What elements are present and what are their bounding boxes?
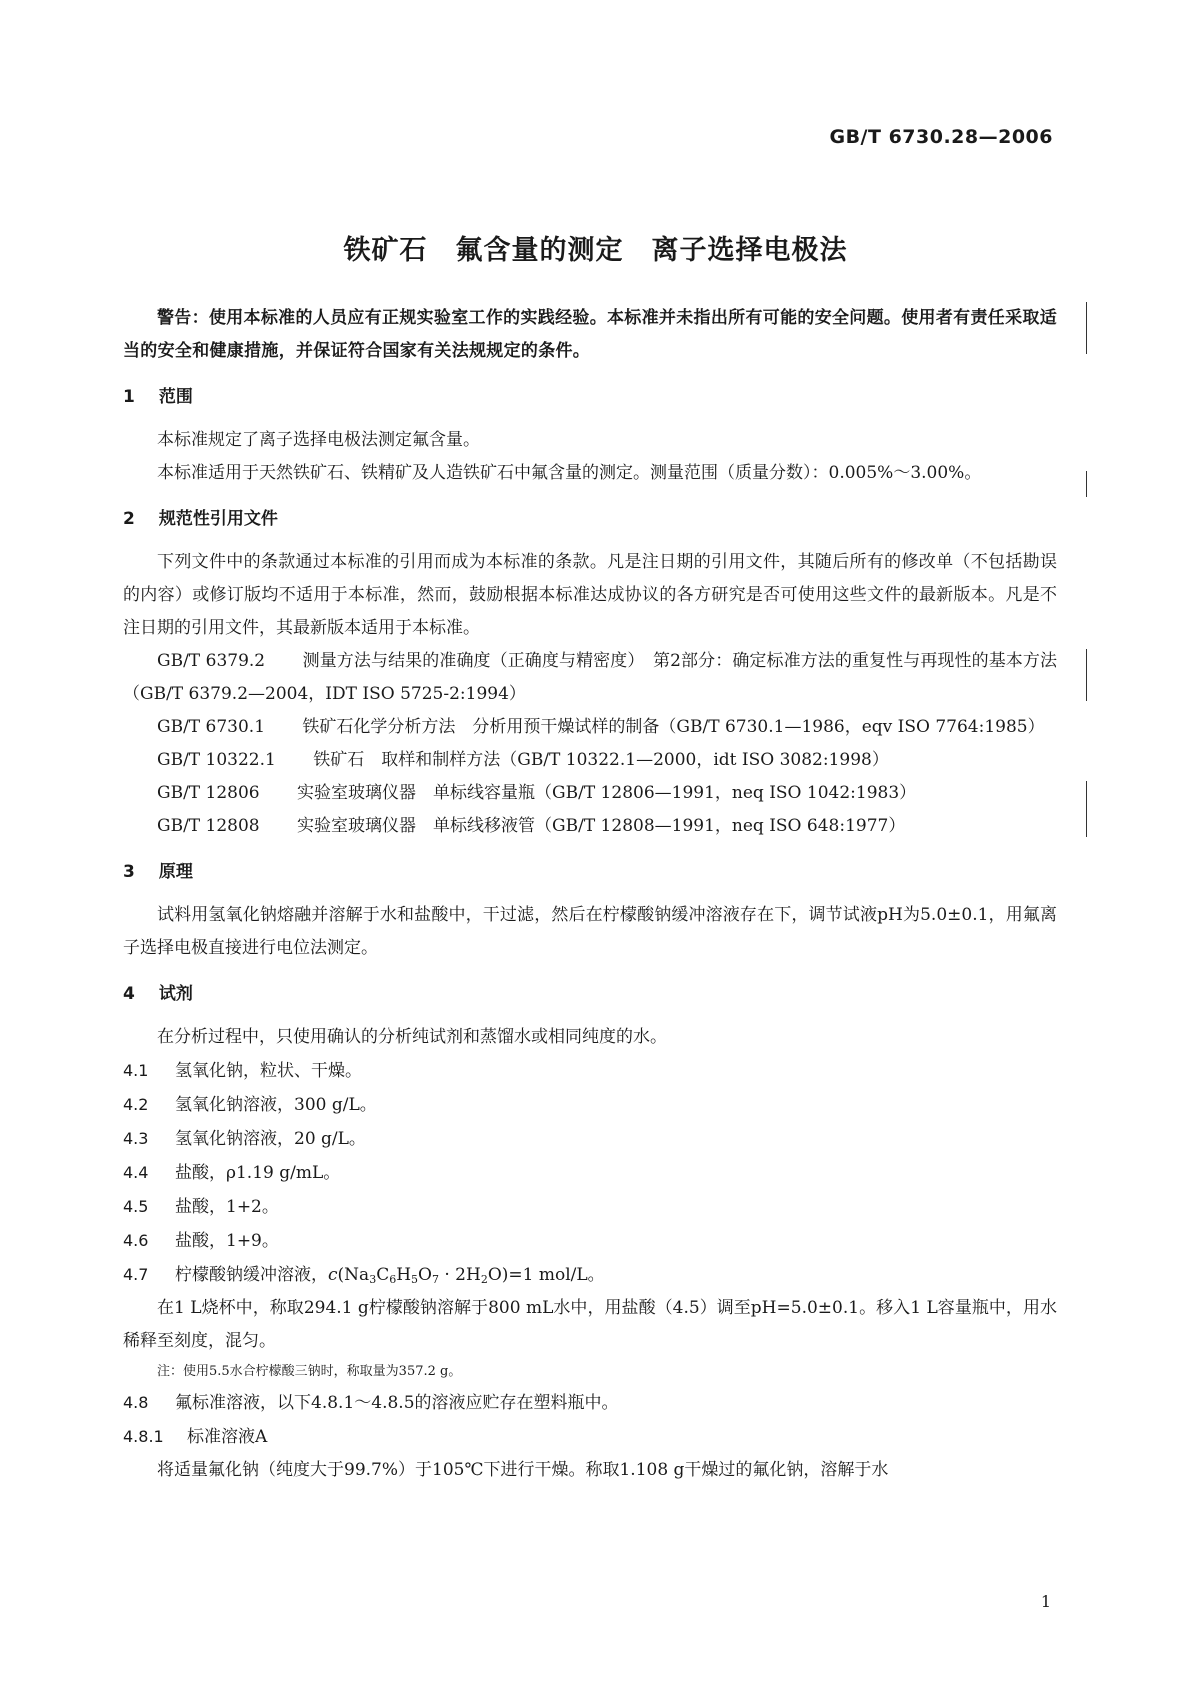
formula-subscript: 3 <box>369 1273 377 1286</box>
item-text: 氢氧化钠溶液，300 g/L。 <box>175 1095 377 1115</box>
change-bar <box>1086 649 1087 701</box>
paragraph: 下列文件中的条款通过本标准的引用而成为本标准的条款。凡是注日期的引用文件，其随后所有的修改单（不包括勘误的内容）或修订版均不适用于本标准，然而，鼓励根据本标准达成协议的各方研究是否可使用这些文件的最新版本。凡是不注日期的引用文件，其最新版本适用于本标准。 <box>123 552 1057 638</box>
reference-item <box>123 777 1057 810</box>
item-text: 氟标准溶液，以下4.8.1～4.8.5的溶液应贮存在塑料瓶中。 <box>175 1393 619 1413</box>
change-bar <box>1086 781 1087 837</box>
formula-subscript: 7 <box>431 1273 439 1286</box>
formula-subscript: 5 <box>411 1273 419 1286</box>
section-title: 规范性引用文件 <box>158 509 278 529</box>
formula-part: H <box>396 1265 412 1285</box>
note: 注：使用5.5水合柠檬酸三钠时，称取量为357.2 g。 <box>157 1364 462 1379</box>
formula-subscript: 2 <box>480 1273 488 1286</box>
reference-code: GB/T 6730.1 <box>157 717 266 737</box>
item-number: 4.2 <box>123 1095 149 1114</box>
section-title: 范围 <box>158 387 193 407</box>
section-number: 1 <box>123 387 135 407</box>
reagent-item <box>123 1122 1057 1156</box>
paragraph: 在1 L烧杯中，称取294.1 g柠檬酸钠溶解于800 mL水中，用盐酸（4.5）调至pH=5.0±0.1。移入1 L容量瓶中，用水稀释至刻度，混匀。 <box>123 1298 1057 1351</box>
concentration-symbol: c <box>328 1265 338 1285</box>
reagent-item-citrate-buffer <box>123 1258 1057 1292</box>
item-number: 4.6 <box>123 1231 149 1250</box>
item-text: 盐酸，1+2。 <box>175 1197 279 1217</box>
paragraph: 试料用氢氧化钠熔融并溶解于水和盐酸中，干过滤，然后在柠檬酸钠缓冲溶液存在下，调节试液pH为5.0±0.1，用氟离子选择电极直接进行电位法测定。 <box>123 905 1057 958</box>
reference-code: GB/T 10322.1 <box>157 750 276 770</box>
reagent-item <box>123 1054 1057 1088</box>
reagent-subitem <box>123 1420 1057 1454</box>
section-number: 3 <box>123 862 135 882</box>
reagent-item <box>123 1386 1057 1420</box>
paragraph <box>123 457 1057 490</box>
item-number: 4.5 <box>123 1197 149 1216</box>
reference-code: GB/T 12806 <box>157 783 260 803</box>
formula-part: (Na <box>337 1265 370 1285</box>
document-title: 铁矿石 氟含量的测定 离子选择电极法 <box>343 235 848 266</box>
section-number: 4 <box>123 984 135 1004</box>
reference-text: 铁矿石化学分析方法 分析用预干燥试样的制备（GB/T 6730.1—1986，eqv ISO 7764:1985） <box>302 717 1045 737</box>
formula-subscript: 6 <box>389 1273 397 1286</box>
item-text: 标准溶液A <box>187 1427 268 1447</box>
paragraph-text: 本标准适用于天然铁矿石、铁精矿及人造铁矿石中氟含量的测定。测量范围（质量分数）：0.005%～3.00%。 <box>157 463 982 483</box>
formula-part: O)=1 mol/L。 <box>487 1265 605 1285</box>
item-number: 4.3 <box>123 1129 149 1148</box>
reference-item <box>123 645 1057 711</box>
reagent-item <box>123 1088 1057 1122</box>
paragraph: 本标准规定了离子选择电极法测定氟含量。 <box>157 430 480 450</box>
document-body <box>123 302 1057 1487</box>
reference-text: 铁矿石 取样和制样方法（GB/T 10322.1—2000，idt ISO 3082:1998） <box>313 750 889 770</box>
section-number: 2 <box>123 509 135 529</box>
reagent-item <box>123 1190 1057 1224</box>
standard-code: GB/T 6730.28—2006 <box>829 126 1053 148</box>
reference-item <box>123 711 1057 744</box>
item-lead: 柠檬酸钠缓冲溶液， <box>175 1265 328 1285</box>
item-number: 4.1 <box>123 1061 149 1080</box>
warning-text: 警告：使用本标准的人员应有正规实验室工作的实践经验。本标准并未指出所有可能的安全问题。使用者有责任采取适当的安全和健康措施，并保证符合国家有关法规规定的条件。 <box>123 308 1057 361</box>
reagent-item <box>123 1224 1057 1258</box>
change-bar <box>1086 302 1087 354</box>
item-text: 盐酸，1+9。 <box>175 1231 279 1251</box>
reference-item <box>123 810 1057 843</box>
section-title: 原理 <box>158 862 193 882</box>
reference-text: 实验室玻璃仪器 单标线容量瓶（GB/T 12806—1991，neq ISO 1042:1983） <box>297 783 917 803</box>
item-number: 4.8.1 <box>123 1427 164 1446</box>
paragraph: 在分析过程中，只使用确认的分析纯试剂和蒸馏水或相同纯度的水。 <box>157 1027 667 1047</box>
section-heading-reagents <box>123 981 1057 1007</box>
formula-part: O <box>418 1265 432 1285</box>
item-number: 4.4 <box>123 1163 149 1182</box>
reference-code: GB/T 6379.2 <box>157 651 266 671</box>
paragraph: 将适量氟化钠（纯度大于99.7%）于105℃下进行干燥。称取1.108 g干燥过的氟化钠，溶解于水 <box>157 1460 889 1480</box>
formula-part: C <box>376 1265 390 1285</box>
reference-item <box>123 744 1057 777</box>
reference-text: 实验室玻璃仪器 单标线移液管（GB/T 12808—1991，neq ISO 648:1977） <box>297 816 906 836</box>
section-title: 试剂 <box>158 984 193 1004</box>
page-number: 1 <box>1040 1592 1051 1611</box>
reference-code: GB/T 12808 <box>157 816 260 836</box>
section-heading-normative-references <box>123 506 1057 532</box>
section-heading-scope <box>123 384 1057 410</box>
reagent-item <box>123 1156 1057 1190</box>
item-text: 氢氧化钠，粒状、干燥。 <box>175 1061 362 1081</box>
item-text: 氢氧化钠溶液，20 g/L。 <box>175 1129 366 1149</box>
change-bar <box>1086 471 1087 497</box>
reference-text: 测量方法与结果的准确度（正确度与精密度） 第2部分：确定标准方法的重复性与再现性的基本方法（GB/T 6379.2—2004，IDT ISO 5725-2:1994） <box>123 651 1057 704</box>
warning-paragraph <box>123 302 1057 368</box>
formula-part: · 2H <box>438 1265 481 1285</box>
item-number: 4.8 <box>123 1393 149 1412</box>
item-number: 4.7 <box>123 1265 149 1284</box>
section-heading-principle <box>123 859 1057 885</box>
item-text: 盐酸，ρ1.19 g/mL。 <box>175 1163 341 1183</box>
